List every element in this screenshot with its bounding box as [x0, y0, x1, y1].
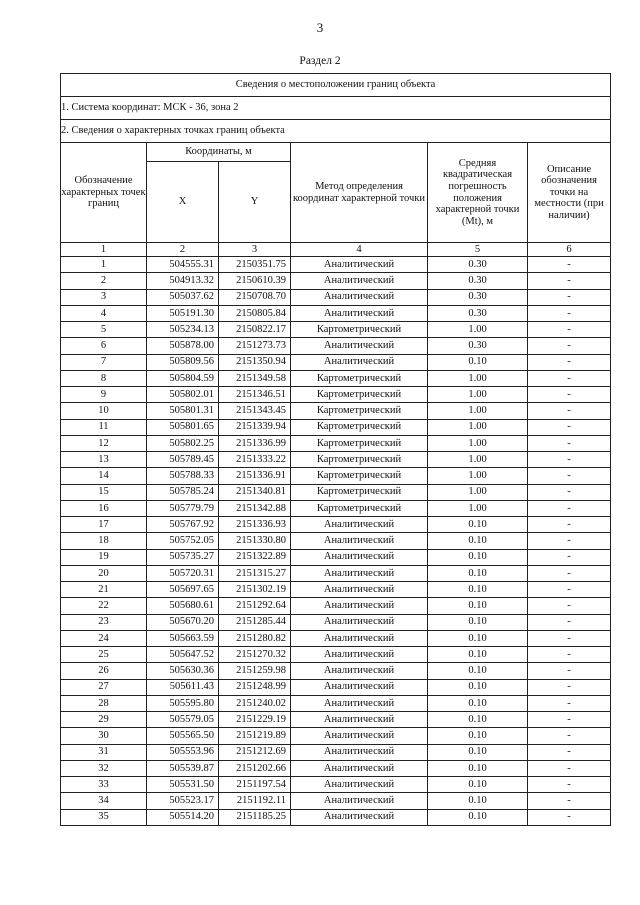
coord-y: 2150822.17 — [219, 322, 291, 338]
error-mt: 0.10 — [428, 777, 528, 793]
header-y: Y — [219, 162, 291, 243]
method: Картометрический — [291, 452, 428, 468]
description: - — [528, 435, 611, 451]
coord-x: 505611.43 — [147, 679, 219, 695]
coord-x: 505804.59 — [147, 370, 219, 386]
description: - — [528, 663, 611, 679]
error-mt: 1.00 — [428, 500, 528, 516]
coord-y: 2151229.19 — [219, 712, 291, 728]
method: Картометрический — [291, 403, 428, 419]
table-row — [61, 338, 611, 354]
coord-x: 505670.20 — [147, 614, 219, 630]
method: Аналитический — [291, 630, 428, 646]
description: - — [528, 582, 611, 598]
column-index: 1 — [61, 243, 147, 257]
coord-x: 505595.80 — [147, 695, 219, 711]
coord-y: 2151240.02 — [219, 695, 291, 711]
coord-x: 505779.79 — [147, 500, 219, 516]
table-row — [61, 679, 611, 695]
table-row — [61, 582, 611, 598]
table-row — [61, 598, 611, 614]
method: Аналитический — [291, 582, 428, 598]
coord-x: 504555.31 — [147, 257, 219, 273]
header-description: Описание обозначения точки на местности (при наличии) — [528, 143, 611, 243]
points-section-title: 2. Сведения о характерных точках границ объекта — [61, 120, 611, 143]
coord-x: 505647.52 — [147, 647, 219, 663]
error-mt: 0.10 — [428, 793, 528, 809]
method: Аналитический — [291, 338, 428, 354]
coord-x: 505809.56 — [147, 354, 219, 370]
error-mt: 0.10 — [428, 695, 528, 711]
coord-x: 504913.32 — [147, 273, 219, 289]
method: Аналитический — [291, 305, 428, 321]
error-mt: 1.00 — [428, 452, 528, 468]
description: - — [528, 257, 611, 273]
error-mt: 0.30 — [428, 289, 528, 305]
coord-x: 505878.00 — [147, 338, 219, 354]
description: - — [528, 289, 611, 305]
method: Аналитический — [291, 744, 428, 760]
point-number: 19 — [61, 549, 147, 565]
method: Аналитический — [291, 809, 428, 825]
point-number: 23 — [61, 614, 147, 630]
error-mt: 0.30 — [428, 273, 528, 289]
coord-y: 2151248.99 — [219, 679, 291, 695]
error-mt: 0.10 — [428, 744, 528, 760]
point-number: 3 — [61, 289, 147, 305]
coord-y: 2151185.25 — [219, 809, 291, 825]
coord-y: 2151197.54 — [219, 777, 291, 793]
table-row — [61, 484, 611, 500]
coord-x: 505789.45 — [147, 452, 219, 468]
description: - — [528, 728, 611, 744]
method: Аналитический — [291, 760, 428, 776]
table-row — [61, 793, 611, 809]
description: - — [528, 809, 611, 825]
error-mt: 1.00 — [428, 370, 528, 386]
point-number: 25 — [61, 647, 147, 663]
table-row — [61, 354, 611, 370]
table-row — [61, 663, 611, 679]
description: - — [528, 484, 611, 500]
point-number: 24 — [61, 630, 147, 646]
table-row — [61, 647, 611, 663]
description: - — [528, 452, 611, 468]
coord-y: 2151340.81 — [219, 484, 291, 500]
error-mt: 0.10 — [428, 679, 528, 695]
description: - — [528, 305, 611, 321]
description: - — [528, 403, 611, 419]
point-number: 31 — [61, 744, 147, 760]
table-row — [61, 777, 611, 793]
coord-y: 2151350.94 — [219, 354, 291, 370]
description: - — [528, 354, 611, 370]
method: Аналитический — [291, 517, 428, 533]
coord-x: 505539.87 — [147, 760, 219, 776]
column-index: 4 — [291, 243, 428, 257]
coord-y: 2151259.98 — [219, 663, 291, 679]
table-title: Сведения о местоположении границ объекта — [61, 74, 611, 97]
coord-y: 2151349.58 — [219, 370, 291, 386]
description: - — [528, 760, 611, 776]
column-index: 3 — [219, 243, 291, 257]
point-number: 11 — [61, 419, 147, 435]
coord-x: 505191.30 — [147, 305, 219, 321]
error-mt: 0.10 — [428, 582, 528, 598]
table-row — [61, 760, 611, 776]
error-mt: 0.30 — [428, 305, 528, 321]
error-mt: 0.30 — [428, 338, 528, 354]
point-number: 6 — [61, 338, 147, 354]
error-mt: 0.10 — [428, 533, 528, 549]
point-number: 2 — [61, 273, 147, 289]
description: - — [528, 387, 611, 403]
table-row — [61, 549, 611, 565]
point-number: 17 — [61, 517, 147, 533]
table-row — [61, 305, 611, 321]
method: Аналитический — [291, 598, 428, 614]
error-mt: 1.00 — [428, 468, 528, 484]
method: Аналитический — [291, 273, 428, 289]
method: Аналитический — [291, 728, 428, 744]
coord-x: 505553.96 — [147, 744, 219, 760]
point-number: 13 — [61, 452, 147, 468]
point-number: 8 — [61, 370, 147, 386]
point-number: 26 — [61, 663, 147, 679]
point-number: 4 — [61, 305, 147, 321]
table-row — [61, 289, 611, 305]
point-number: 30 — [61, 728, 147, 744]
table-row — [61, 435, 611, 451]
description: - — [528, 598, 611, 614]
coord-y: 2150805.84 — [219, 305, 291, 321]
point-number: 18 — [61, 533, 147, 549]
description: - — [528, 793, 611, 809]
table-row — [61, 419, 611, 435]
error-mt: 0.10 — [428, 712, 528, 728]
table-row — [61, 533, 611, 549]
header-x: X — [147, 162, 219, 243]
method: Картометрический — [291, 500, 428, 516]
error-mt: 0.10 — [428, 354, 528, 370]
coord-x: 505720.31 — [147, 565, 219, 581]
error-mt: 0.30 — [428, 257, 528, 273]
coord-y: 2151346.51 — [219, 387, 291, 403]
header-designation: Обозначение характерных точек границ — [61, 143, 147, 243]
table-row — [61, 809, 611, 825]
table-row — [61, 257, 611, 273]
method: Аналитический — [291, 777, 428, 793]
coord-x: 505752.05 — [147, 533, 219, 549]
description: - — [528, 468, 611, 484]
point-number: 28 — [61, 695, 147, 711]
method: Аналитический — [291, 647, 428, 663]
point-number: 1 — [61, 257, 147, 273]
coord-y: 2151322.89 — [219, 549, 291, 565]
point-number: 29 — [61, 712, 147, 728]
error-mt: 1.00 — [428, 322, 528, 338]
point-number: 21 — [61, 582, 147, 598]
coord-x: 505680.61 — [147, 598, 219, 614]
point-number: 27 — [61, 679, 147, 695]
description: - — [528, 533, 611, 549]
coord-x: 505802.01 — [147, 387, 219, 403]
error-mt: 0.10 — [428, 517, 528, 533]
coord-y: 2150610.39 — [219, 273, 291, 289]
error-mt: 1.00 — [428, 387, 528, 403]
coord-y: 2151342.88 — [219, 500, 291, 516]
coord-y: 2151202.66 — [219, 760, 291, 776]
method: Аналитический — [291, 679, 428, 695]
error-mt: 1.00 — [428, 435, 528, 451]
table-row — [61, 517, 611, 533]
error-mt: 1.00 — [428, 403, 528, 419]
error-mt: 1.00 — [428, 484, 528, 500]
error-mt: 0.10 — [428, 598, 528, 614]
error-mt: 0.10 — [428, 549, 528, 565]
table-row — [61, 452, 611, 468]
error-mt: 0.10 — [428, 647, 528, 663]
table-row — [61, 500, 611, 516]
description: - — [528, 370, 611, 386]
method: Аналитический — [291, 257, 428, 273]
column-index: 5 — [428, 243, 528, 257]
table-row — [61, 728, 611, 744]
coord-y: 2151336.93 — [219, 517, 291, 533]
point-number: 34 — [61, 793, 147, 809]
description: - — [528, 695, 611, 711]
table-row — [61, 387, 611, 403]
description: - — [528, 517, 611, 533]
table-row — [61, 403, 611, 419]
header-coordinates: Координаты, м — [147, 143, 291, 162]
method: Картометрический — [291, 370, 428, 386]
method: Картометрический — [291, 322, 428, 338]
point-number: 35 — [61, 809, 147, 825]
error-mt: 0.10 — [428, 728, 528, 744]
description: - — [528, 322, 611, 338]
method: Аналитический — [291, 712, 428, 728]
coord-x: 505565.50 — [147, 728, 219, 744]
method: Аналитический — [291, 695, 428, 711]
boundary-points-table — [60, 73, 611, 826]
method: Картометрический — [291, 419, 428, 435]
error-mt: 0.10 — [428, 809, 528, 825]
coord-y: 2151343.45 — [219, 403, 291, 419]
section-label: Раздел 2 — [299, 55, 341, 67]
table-row — [61, 273, 611, 289]
coord-y: 2151292.64 — [219, 598, 291, 614]
table-row — [61, 565, 611, 581]
table-row — [61, 370, 611, 386]
coord-x: 505663.59 — [147, 630, 219, 646]
method: Аналитический — [291, 793, 428, 809]
description: - — [528, 419, 611, 435]
method: Аналитический — [291, 533, 428, 549]
coord-y: 2151219.89 — [219, 728, 291, 744]
description: - — [528, 614, 611, 630]
coord-x: 505767.92 — [147, 517, 219, 533]
point-number: 7 — [61, 354, 147, 370]
coordinate-system: 1. Система координат: МСК - 36, зона 2 — [61, 97, 611, 120]
point-number: 22 — [61, 598, 147, 614]
coord-x: 505697.65 — [147, 582, 219, 598]
description: - — [528, 549, 611, 565]
point-number: 33 — [61, 777, 147, 793]
description: - — [528, 565, 611, 581]
coord-y: 2151336.99 — [219, 435, 291, 451]
description: - — [528, 500, 611, 516]
table-row — [61, 614, 611, 630]
table-row — [61, 322, 611, 338]
table-row — [61, 744, 611, 760]
method: Аналитический — [291, 549, 428, 565]
point-number: 12 — [61, 435, 147, 451]
coord-y: 2151285.44 — [219, 614, 291, 630]
method: Картометрический — [291, 484, 428, 500]
coord-x: 505531.50 — [147, 777, 219, 793]
column-index: 6 — [528, 243, 611, 257]
point-number: 10 — [61, 403, 147, 419]
coord-x: 505801.31 — [147, 403, 219, 419]
table-row — [61, 468, 611, 484]
error-mt: 0.10 — [428, 760, 528, 776]
coord-y: 2151212.69 — [219, 744, 291, 760]
error-mt: 0.10 — [428, 630, 528, 646]
point-number: 16 — [61, 500, 147, 516]
coord-y: 2151333.22 — [219, 452, 291, 468]
method: Аналитический — [291, 663, 428, 679]
method: Аналитический — [291, 614, 428, 630]
coord-y: 2151192.11 — [219, 793, 291, 809]
coord-y: 2151302.19 — [219, 582, 291, 598]
point-number: 9 — [61, 387, 147, 403]
coord-y: 2151280.82 — [219, 630, 291, 646]
coord-y: 2151273.73 — [219, 338, 291, 354]
coord-y: 2151339.94 — [219, 419, 291, 435]
error-mt: 1.00 — [428, 419, 528, 435]
header-method: Метод определения координат характерной точки — [291, 143, 428, 243]
header-error: Средняя квадратическая погрешность положения характерной точки (Mt), м — [428, 143, 528, 243]
point-number: 20 — [61, 565, 147, 581]
coord-x: 505735.27 — [147, 549, 219, 565]
coord-x: 505523.17 — [147, 793, 219, 809]
method: Картометрический — [291, 435, 428, 451]
description: - — [528, 679, 611, 695]
point-number: 15 — [61, 484, 147, 500]
description: - — [528, 630, 611, 646]
coord-x: 505234.13 — [147, 322, 219, 338]
table-row — [61, 712, 611, 728]
error-mt: 0.10 — [428, 663, 528, 679]
coord-x: 505788.33 — [147, 468, 219, 484]
description: - — [528, 647, 611, 663]
method: Картометрический — [291, 468, 428, 484]
coord-x: 505785.24 — [147, 484, 219, 500]
description: - — [528, 712, 611, 728]
error-mt: 0.10 — [428, 565, 528, 581]
coord-x: 505801.65 — [147, 419, 219, 435]
coord-y: 2151336.91 — [219, 468, 291, 484]
column-index-row — [61, 243, 611, 257]
coord-x: 505579.05 — [147, 712, 219, 728]
page-number: 3 — [316, 20, 324, 35]
coord-x: 505630.36 — [147, 663, 219, 679]
description: - — [528, 273, 611, 289]
coord-y: 2150708.70 — [219, 289, 291, 305]
table-row — [61, 695, 611, 711]
method: Аналитический — [291, 565, 428, 581]
point-number: 5 — [61, 322, 147, 338]
description: - — [528, 744, 611, 760]
error-mt: 0.10 — [428, 614, 528, 630]
coord-x: 505514.20 — [147, 809, 219, 825]
point-number: 14 — [61, 468, 147, 484]
column-index: 2 — [147, 243, 219, 257]
coord-x: 505802.25 — [147, 435, 219, 451]
coord-y: 2151270.32 — [219, 647, 291, 663]
method: Аналитический — [291, 354, 428, 370]
description: - — [528, 338, 611, 354]
coord-y: 2151315.27 — [219, 565, 291, 581]
table-row — [61, 630, 611, 646]
description: - — [528, 777, 611, 793]
method: Картометрический — [291, 387, 428, 403]
point-number: 32 — [61, 760, 147, 776]
coord-y: 2150351.75 — [219, 257, 291, 273]
method: Аналитический — [291, 289, 428, 305]
coord-x: 505037.62 — [147, 289, 219, 305]
coord-y: 2151330.80 — [219, 533, 291, 549]
